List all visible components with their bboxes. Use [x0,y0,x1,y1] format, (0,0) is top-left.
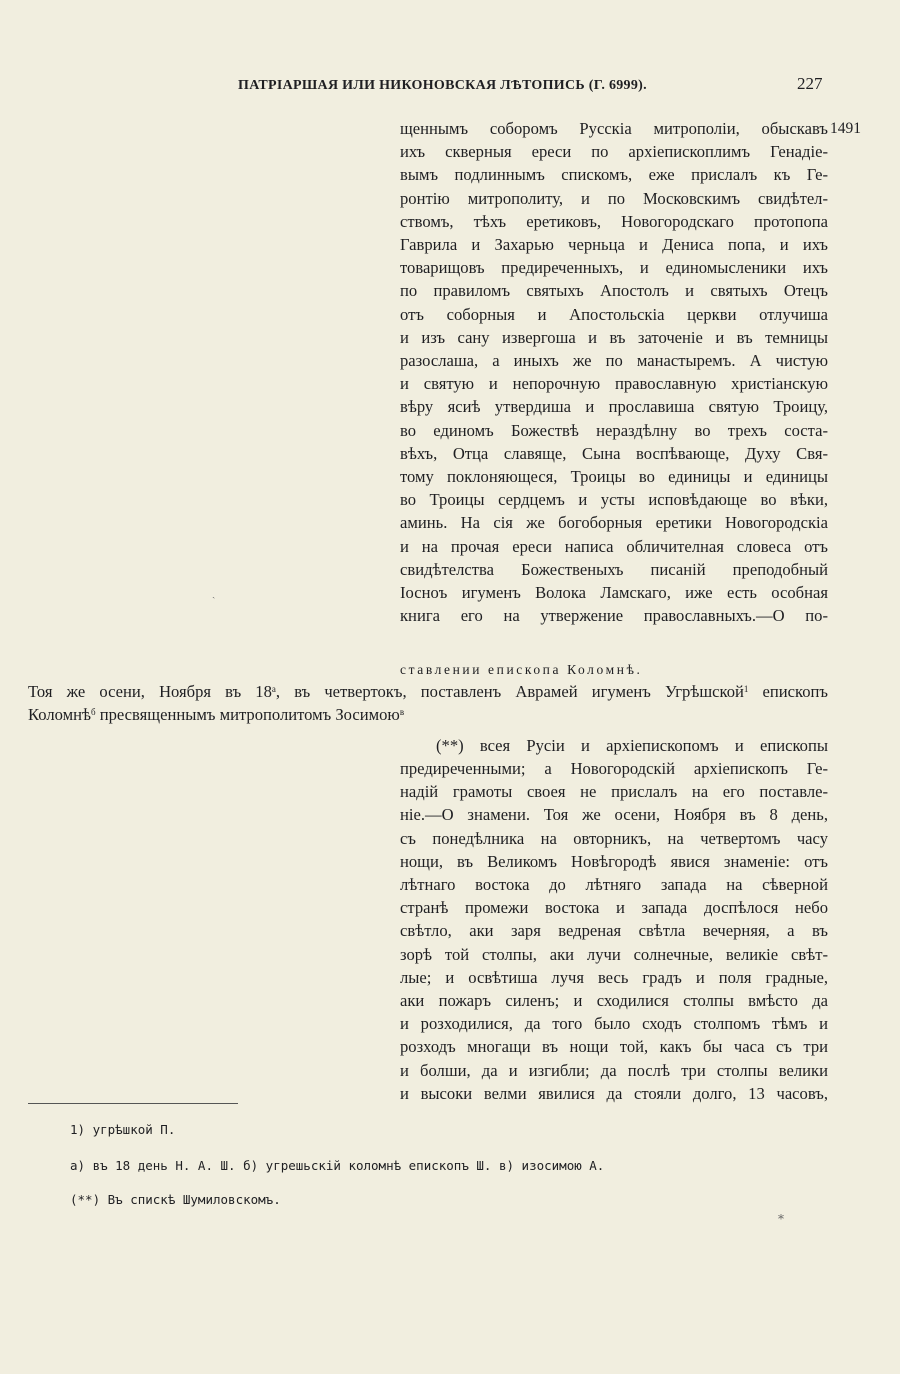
text-line: во единомъ Божествѣ нераздѣлну во трехъ соста- [400,420,828,440]
text-line: аки пожаръ силенъ; и сходилися столпы вмѣсто да [400,991,828,1010]
margin-year: 1491 [830,120,861,137]
text-line: Гаврила и Захарью черньца и Дениса попа, и ихъ [400,235,828,254]
text-line: ихъ скверныя ереси по архіепископлимъ Генадіе- [400,142,828,162]
text-line: разослаша, а иныхъ же по манастыремъ. А чистую [400,351,828,370]
footnote-ref-b: б [90,707,96,717]
text-line: ронтію митрополиту, и по Московскимъ свидѣтел- [400,188,828,208]
text-line: розходъ многащи въ нощи той, какъ бы часа съ три [400,1037,828,1057]
text-line: лѣтнаго востока до лѣтняго запада на сѣверной [400,875,828,894]
text-line: и розходилися, да того было сходъ столпомъ тѣмъ и [400,1014,828,1034]
text-line: свидѣтелства Божественыхъ писаній преподобный [400,559,828,579]
text-line: и на прочая ереси написа обличителная словеса отъ [400,536,828,556]
text-line: ствомъ, тѣхъ еретиковъ, Новогородскаго протопопа [400,211,828,231]
footnote-ref-v: в [399,707,405,717]
indented-line: (**) всея Русіи и архіепископомъ и епископы [436,736,828,755]
text-line: вымъ подлиннымъ спискомъ, еже прислалъ къ Ге- [400,165,828,185]
section-title-line: ставлении епископа Коломнѣ. [400,662,643,677]
text-line: во Троицы сердцемъ и усты исповѣдающе во вѣки, [400,490,828,510]
text-line: вѣру ясиѣ утвердиша и прославиша святую Троицу, [400,397,828,417]
text-line: предиреченными; а Новогородскій архіепископъ Ге- [400,759,828,778]
text-line: и болши, да и изгибли; да послѣ три столпы велики [400,1060,828,1080]
text-line: товарищовъ предиреченныхъ, и единомысленики ихъ [400,258,828,278]
text-line: и изъ сану извергоша и въ заточеніе и въ темницы [400,327,828,347]
full-width-line-2: Коломнѣ$^б$ пресвященнымъ митрополитомъ Зосимою$^в$ [28,705,405,724]
footnote-ref-a: а [271,684,276,694]
text-line: зорѣ той столпы, аки лучи солнечные, великіе свѣт- [400,944,828,964]
text-line: лые; и освѣтиша лучя весь градъ и поля градные, [400,967,828,987]
running-header-title: ПАТРІАРШАЯ ИЛИ НИКОНОВСКАЯ ЛѢТОПИСЬ (Г. 6999). [238,78,647,93]
full-width-line-1: Тоя же осени, Ноября въ $18^а$, въ четвертокъ, поставленъ Аврамей игуменъ Угрѣшской$^1$ епископъ [28,682,828,701]
text-line: тому поклоняющеся, Троицы во единицы и единицы [400,467,828,486]
text-line: по правиломъ святыхъ Апостолъ и святыхъ Отецъ [400,281,828,301]
text-line: вѣхъ, Отца славяще, Сына воспѣвающе, Духу Свя- [400,443,828,463]
footnote-2: а) въ 18 день Н. А. Ш. б) угрешьскій коломнѣ епископъ Ш. в) изосимою А. [70,1158,605,1173]
text-line: свѣтло, аки заря ведреная свѣтла вечерняя, а въ [400,921,828,941]
text-line: и высоки велми явилися да стояли долго, 13 часовъ, [400,1083,828,1103]
text-line: отъ соборныя и Апостольскіа церкви отлучиша [400,304,828,324]
text-line: аминь. На сія же богоборныя еретики Новогородскіа [400,513,828,533]
page-number: 227 [797,74,823,93]
paper-speck: ˎ [212,588,216,599]
text-line: щеннымъ соборомъ Русскіа митрополіи, обыскавъ [400,119,828,138]
text-line: ніе.—О знамени. Тоя же осени, Ноября въ 8 день, [400,805,828,825]
page-star-mark: * [778,1212,784,1226]
text-line: съ понедѣлника на овторникъ, на четвертомъ часу [400,828,828,848]
text-line: надій грамоты своея не прислалъ на его поставле- [400,782,828,802]
footnote-3: (**) Въ спискѣ Шумиловскомъ. [70,1192,281,1207]
text-line: нощи, въ Великомъ Новѣгородѣ явися знаменіе: отъ [400,851,828,871]
text-line: и святую и непорочную православную христіанскую [400,374,828,394]
text-line: книга его на утвержение православныхъ.—О по- [400,606,828,626]
text-line: Іосноъ игуменъ Волока Ламскаго, иже есть особная [400,583,828,602]
footnote-divider [28,1103,238,1104]
footnote-ref-1: 1 [743,684,749,694]
text-line: странѣ промежи востока и запада доспѣлося небо [400,898,828,918]
footnote-1: 1) угрѣшкой П. [70,1122,176,1137]
